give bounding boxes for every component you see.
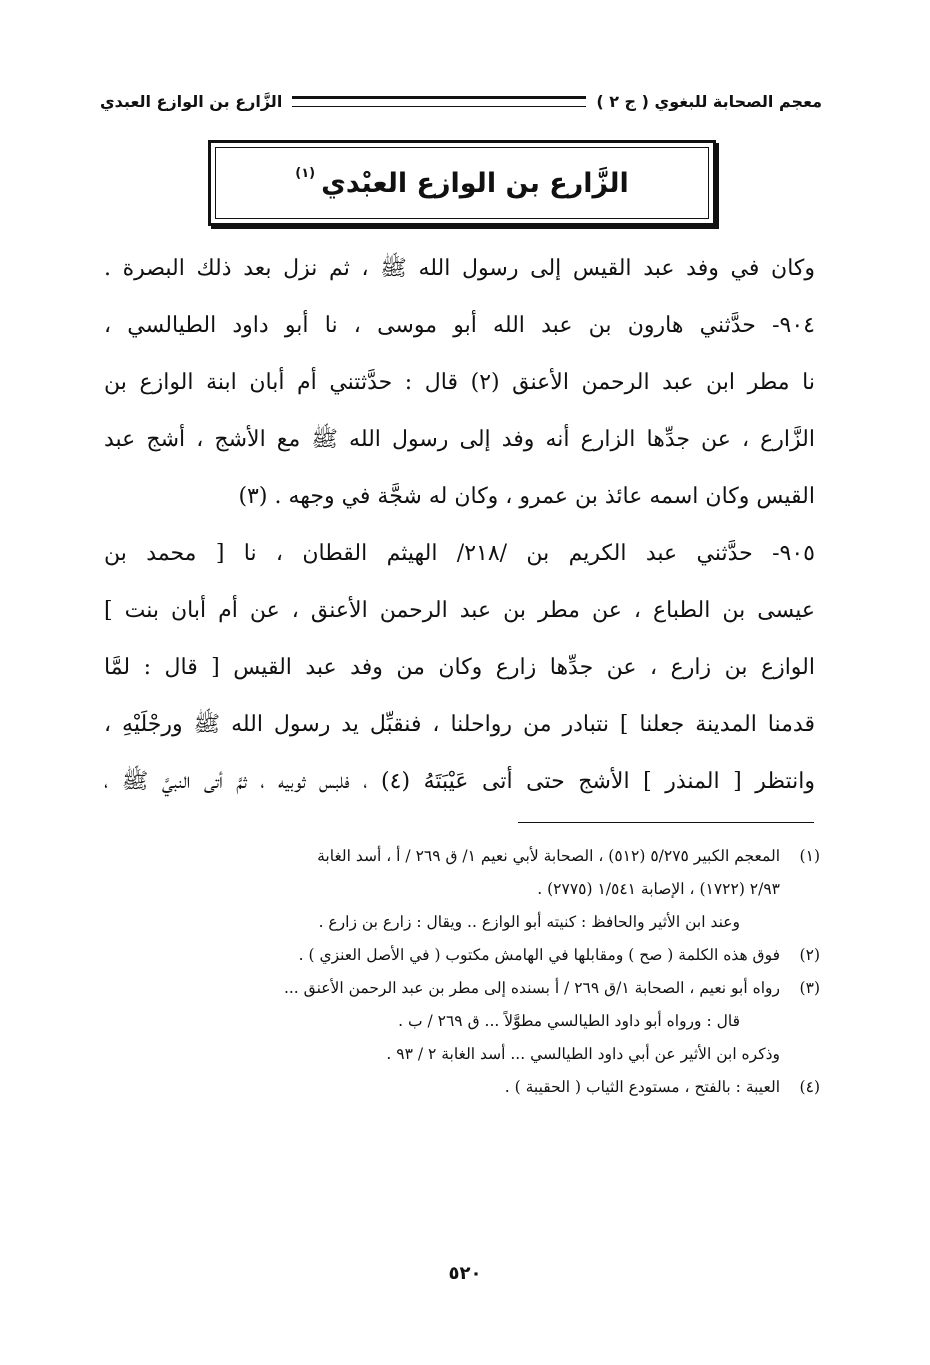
- footnote: [104, 840, 820, 939]
- footnote-line: قال : ورواه أبو داود الطيالسي مطوَّلاً ... ق ٢٦٩ / ب .: [398, 1012, 740, 1030]
- header-book-title: معجم الصحابة للبغوي ( ج ٢ ): [596, 91, 822, 111]
- body-line: وانتظر [ المنذر ] الأشج حتى أتى عَيْبَتَهُ (٤) ، فلبس ثوبيه ، ثمَّ أتى النبيَّ ﷺ ،: [104, 769, 815, 794]
- running-header: [100, 86, 822, 116]
- header-rule: [292, 96, 586, 107]
- footnote-number: (٣): [799, 979, 820, 997]
- footnote: [104, 972, 820, 1071]
- footnote: [104, 1071, 820, 1104]
- body-line: الوازع بن زارع ، عن جدِّها زارع وكان من وفد عبد القيس [ قال : لمَّا: [104, 655, 815, 680]
- footnote: [104, 939, 820, 972]
- body-line: نا مطر ابن عبد الرحمن الأعنق (٢) قال : حدَّثتني أم أبان ابنة الوازع بن: [104, 370, 815, 395]
- body-line: الزَّارع ، عن جدِّها الزارع أنه وفد إلى رسول الله ﷺ مع الأشج ، أشج عبد: [104, 427, 815, 452]
- body-line: ٩٠٥- حدَّثني عبد الكريم بن /٢١٨/ الهيثم القطان ، نا [ محمد بن: [104, 541, 815, 566]
- footnote-separator: [518, 822, 814, 823]
- footnote-line: ٢/٩٣ (١٧٢٢) ، الإصابة ١/٥٤١ (٢٧٧٥) .: [537, 880, 780, 898]
- footnote-number: (١): [799, 847, 820, 865]
- body-line: القيس وكان اسمه عائذ بن عمرو ، وكان له شجَّة في وجهه . (٣): [238, 484, 815, 509]
- body-line: قدمنا المدينة جعلنا ] نتبادر من رواحلنا ، فنقبِّل يد رسول الله ﷺ ورجْلَيْهِ ،: [104, 712, 815, 737]
- footnote-number: (٢): [799, 946, 820, 964]
- footnote-line: المعجم الكبير ٥/٢٧٥ (٥١٢) ، الصحابة لأبي نعيم ١/ ق ٢٦٩ / أ ، أسد الغابة: [317, 847, 780, 865]
- body-line: وكان في وفد عبد القيس إلى رسول الله ﷺ ، ثم نزل بعد ذلك البصرة .: [104, 256, 815, 281]
- footnote-line: العيبة : بالفتح ، مستودع الثياب ( الحقيبة ) .: [504, 1078, 780, 1096]
- body-line: ٩٠٤- حدَّثني هارون بن عبد الله أبو موسى ، نا أبو داود الطيالسي ،: [104, 313, 815, 338]
- entry-title-footnote-ref: (١): [295, 165, 316, 181]
- footnote-line: وذكره ابن الأثير عن أبي داود الطيالسي ... أسد الغابة ٢ / ٩٣ .: [386, 1045, 780, 1063]
- body-line: عيسى بن الطباع ، عن مطر بن عبد الرحمن الأعنق ، عن أم أبان بنت ]: [104, 598, 815, 623]
- footnote-number: (٤): [799, 1078, 820, 1096]
- entry-title-text: الزَّارع بن الوازع العبْدي: [321, 167, 629, 199]
- footnote-line: وعند ابن الأثير والحافظ : كنيته أبو الوازع .. ويقال : زارع بن زارع .: [318, 913, 740, 931]
- entry-title-frame: [208, 140, 716, 226]
- header-entry-title: الزَّارع بن الوازع العبدي: [100, 91, 283, 111]
- page-number: ٥٢٠: [448, 1263, 482, 1284]
- footnote-line: فوق هذه الكلمة ( صح ) ومقابلها في الهامش مكتوب ( في الأصل العنزي ) .: [298, 946, 780, 964]
- footnote-line: رواه أبو نعيم ، الصحابة ١/ق ٢٦٩ / أ بسنده إلى مطر بن عبد الرحمن الأعنق ...: [283, 979, 780, 997]
- body-text: [104, 240, 815, 810]
- entry-title: [211, 143, 713, 223]
- footnotes: [104, 840, 820, 1104]
